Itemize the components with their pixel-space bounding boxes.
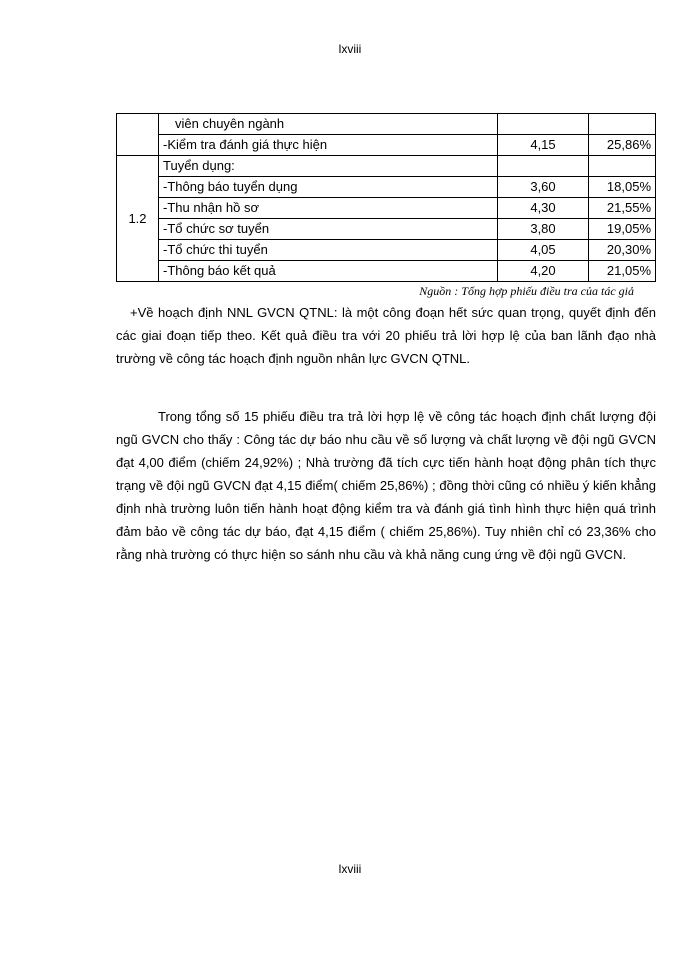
table-source-note: Nguồn : Tổng hợp phiếu điều tra của tác giả: [419, 284, 634, 298]
row-item: -Thông báo kết quả: [159, 261, 498, 282]
row-percent: 21,55%: [589, 198, 656, 219]
table-row: [117, 219, 656, 240]
table-row: [117, 114, 656, 135]
row-percent: 18,05%: [589, 177, 656, 198]
row-index: [117, 114, 159, 156]
table-row: [117, 198, 656, 219]
table-row: [117, 261, 656, 282]
table-row: [117, 177, 656, 198]
survey-table: [116, 113, 656, 282]
row-score: [498, 156, 589, 177]
row-item: -Tổ chức thi tuyển: [159, 240, 498, 261]
row-score: 4,20: [498, 261, 589, 282]
row-score: 3,60: [498, 177, 589, 198]
paragraph-survey-results: Trong tổng số 15 phiếu điều tra trả lời hợp lệ về công tác hoạch định chất lượng đội ngũ GVCN cho thấy : Công tác dự báo nhu cầu về số lượng và chất lượng về đội ngũ GVCN đạt 4,00 điểm (chiếm 24,92%) ; Nhà trường đã tích cực tiến hành hoạt động phân tích thực trạng về đội ngũ GVCN đạt 4,15 điểm( chiếm 25,86%) ; đồng thời cũng có nhiều ý kiến khẳng định nhà trường luôn tiến hành hoạt động kiểm tra và đánh giá tình hình thực hiện quá trình đảm bảo về công tác dự báo, đạt 4,15 điểm ( chiếm 25,86%). Tuy nhiên chỉ có 23,36% cho rằng nhà trường có thực hiện so sánh nhu cầu và khả năng cung ứng về đội ngũ GVCN.: [116, 409, 656, 562]
footer-page-number: lxviii: [338, 862, 362, 876]
row-score: 4,05: [498, 240, 589, 261]
paragraph-hr-planning: +Về hoạch định NNL GVCN QTNL: là một công đoạn hết sức quan trọng, quyết định đến các giai đoạn tiếp theo. Kết quả điều tra với 20 phiếu trả lời hợp lệ của ban lãnh đạo nhà trường về công tác hoạch định nguồn nhân lực GVCN QTNL.: [116, 305, 656, 366]
row-item: viên chuyên ngành: [159, 114, 498, 135]
table-row: [117, 135, 656, 156]
row-index: 1.2: [117, 156, 159, 282]
row-score: 3,80: [498, 219, 589, 240]
row-item: Tuyển dụng:: [159, 156, 498, 177]
header-page-number: lxviii: [338, 42, 362, 56]
row-score: 4,30: [498, 198, 589, 219]
table-row: [117, 240, 656, 261]
row-percent: 19,05%: [589, 219, 656, 240]
table-row: [117, 156, 656, 177]
row-percent: 21,05%: [589, 261, 656, 282]
row-score: [498, 114, 589, 135]
row-percent: 20,30%: [589, 240, 656, 261]
row-item: -Kiểm tra đánh giá thực hiện: [159, 135, 498, 156]
row-item: -Thu nhận hồ sơ: [159, 198, 498, 219]
row-percent: [589, 114, 656, 135]
row-item: -Thông báo tuyển dụng: [159, 177, 498, 198]
row-percent: [589, 156, 656, 177]
row-item: -Tổ chức sơ tuyển: [159, 219, 498, 240]
row-percent: 25,86%: [589, 135, 656, 156]
row-score: 4,15: [498, 135, 589, 156]
